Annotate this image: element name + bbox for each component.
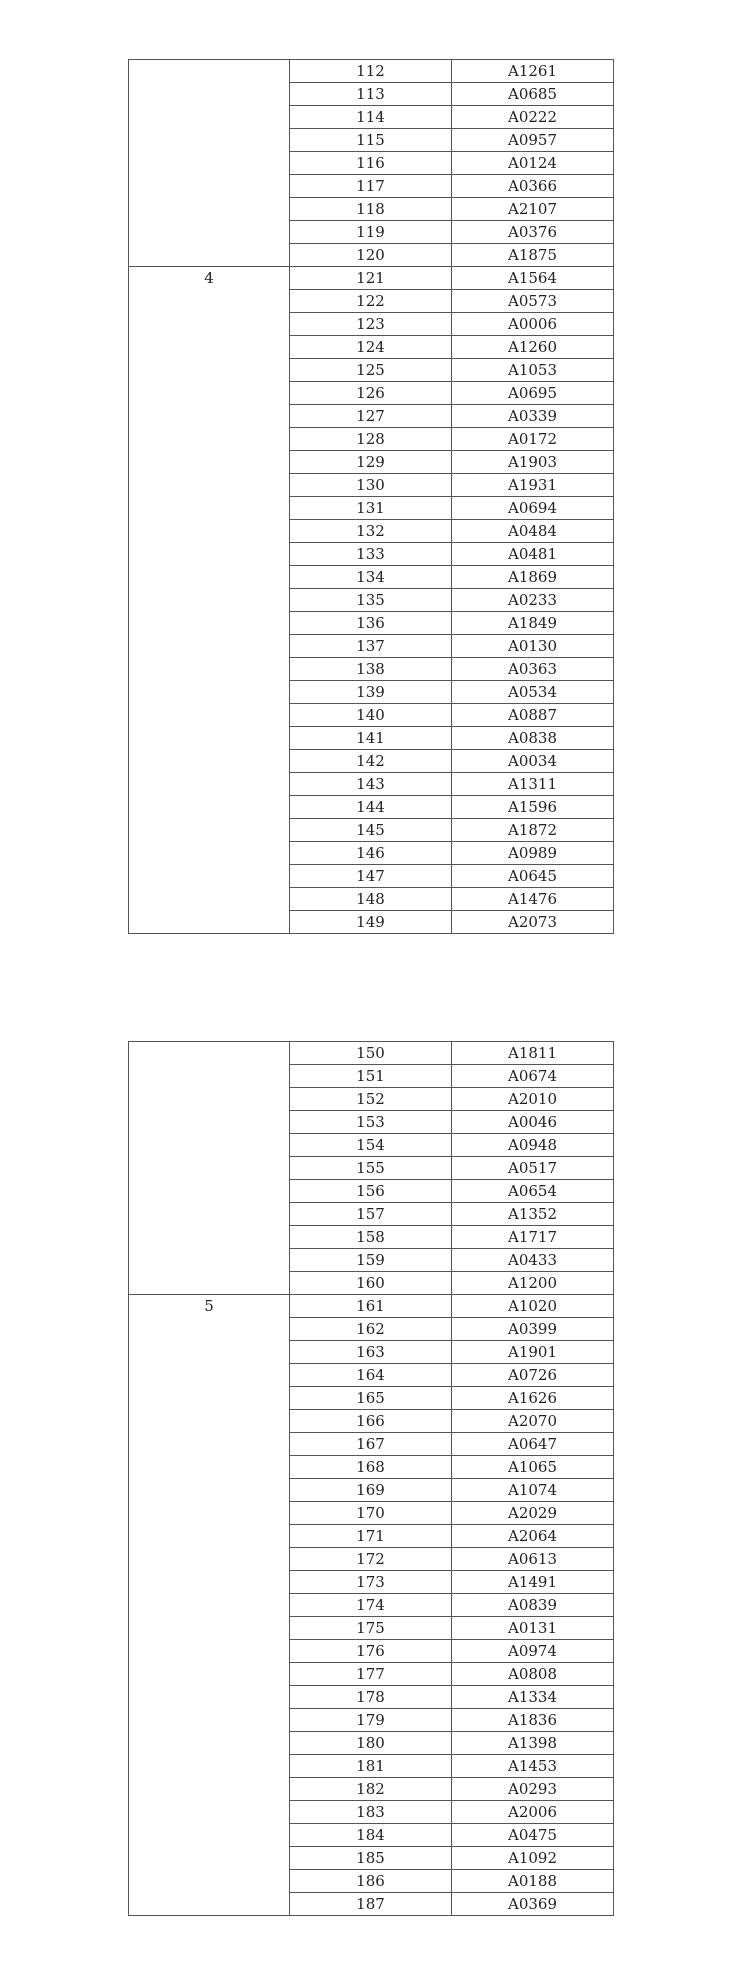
row-number-cell: 123: [290, 313, 452, 336]
code-cell: A0726: [452, 1364, 614, 1387]
code-cell: A0517: [452, 1157, 614, 1180]
row-number-cell: 159: [290, 1249, 452, 1272]
code-cell: A0433: [452, 1249, 614, 1272]
row-number-cell: 170: [290, 1502, 452, 1525]
row-number-cell: 167: [290, 1433, 452, 1456]
code-cell: A1872: [452, 819, 614, 842]
row-number-cell: 178: [290, 1686, 452, 1709]
row-number-cell: 126: [290, 382, 452, 405]
code-cell: A2029: [452, 1502, 614, 1525]
row-number-cell: 151: [290, 1065, 452, 1088]
code-cell: A0838: [452, 727, 614, 750]
data-table-2: [128, 1041, 614, 1916]
code-cell: A0376: [452, 221, 614, 244]
row-number-cell: 127: [290, 405, 452, 428]
code-cell: A0654: [452, 1180, 614, 1203]
row-number-cell: 180: [290, 1732, 452, 1755]
row-number-cell: 130: [290, 474, 452, 497]
code-cell: A1564: [452, 267, 614, 290]
row-number-cell: 141: [290, 727, 452, 750]
row-number-cell: 175: [290, 1617, 452, 1640]
code-cell: A0613: [452, 1548, 614, 1571]
group-label-cell: [129, 1042, 290, 1295]
code-cell: A1811: [452, 1042, 614, 1065]
code-cell: A0685: [452, 83, 614, 106]
code-cell: A0957: [452, 129, 614, 152]
row-number-cell: 179: [290, 1709, 452, 1732]
row-number-cell: 163: [290, 1341, 452, 1364]
code-cell: A0948: [452, 1134, 614, 1157]
code-cell: A0233: [452, 589, 614, 612]
code-cell: A0808: [452, 1663, 614, 1686]
code-cell: A1092: [452, 1847, 614, 1870]
row-number-cell: 182: [290, 1778, 452, 1801]
code-cell: A0887: [452, 704, 614, 727]
code-cell: A1074: [452, 1479, 614, 1502]
code-cell: A0366: [452, 175, 614, 198]
group-label-cell: [129, 60, 290, 267]
code-cell: A0694: [452, 497, 614, 520]
code-cell: A0130: [452, 635, 614, 658]
code-cell: A1901: [452, 1341, 614, 1364]
row-number-cell: 183: [290, 1801, 452, 1824]
code-cell: A1476: [452, 888, 614, 911]
row-number-cell: 154: [290, 1134, 452, 1157]
row-number-cell: 138: [290, 658, 452, 681]
code-cell: A0293: [452, 1778, 614, 1801]
row-number-cell: 152: [290, 1088, 452, 1111]
code-cell: A2070: [452, 1410, 614, 1433]
code-cell: A0399: [452, 1318, 614, 1341]
row-number-cell: 160: [290, 1272, 452, 1295]
code-cell: A2006: [452, 1801, 614, 1824]
code-cell: A2064: [452, 1525, 614, 1548]
row-number-cell: 113: [290, 83, 452, 106]
row-number-cell: 171: [290, 1525, 452, 1548]
code-cell: A1065: [452, 1456, 614, 1479]
code-cell: A0573: [452, 290, 614, 313]
code-cell: A0363: [452, 658, 614, 681]
row-number-cell: 124: [290, 336, 452, 359]
code-cell: A1836: [452, 1709, 614, 1732]
code-cell: A0034: [452, 750, 614, 773]
row-number-cell: 150: [290, 1042, 452, 1065]
row-number-cell: 158: [290, 1226, 452, 1249]
code-cell: A1717: [452, 1226, 614, 1249]
code-cell: A0006: [452, 313, 614, 336]
row-number-cell: 147: [290, 865, 452, 888]
row-number-cell: 136: [290, 612, 452, 635]
row-number-cell: 156: [290, 1180, 452, 1203]
code-cell: A1903: [452, 451, 614, 474]
code-cell: A0974: [452, 1640, 614, 1663]
row-number-cell: 132: [290, 520, 452, 543]
row-number-cell: 187: [290, 1893, 452, 1916]
table-body: [129, 60, 614, 934]
code-cell: A0839: [452, 1594, 614, 1617]
row-number-cell: 149: [290, 911, 452, 934]
table-body: [129, 1042, 614, 1916]
code-cell: A0674: [452, 1065, 614, 1088]
row-number-cell: 157: [290, 1203, 452, 1226]
code-cell: A1260: [452, 336, 614, 359]
data-table-1: [128, 59, 614, 934]
row-number-cell: 117: [290, 175, 452, 198]
row-number-cell: 155: [290, 1157, 452, 1180]
code-cell: A0124: [452, 152, 614, 175]
row-number-cell: 140: [290, 704, 452, 727]
code-cell: A1491: [452, 1571, 614, 1594]
row-number-cell: 143: [290, 773, 452, 796]
row-number-cell: 176: [290, 1640, 452, 1663]
row-number-cell: 134: [290, 566, 452, 589]
table-row: [129, 60, 614, 83]
row-number-cell: 121: [290, 267, 452, 290]
code-cell: A0695: [452, 382, 614, 405]
row-number-cell: 181: [290, 1755, 452, 1778]
row-number-cell: 137: [290, 635, 452, 658]
row-number-cell: 153: [290, 1111, 452, 1134]
code-cell: A1875: [452, 244, 614, 267]
row-number-cell: 174: [290, 1594, 452, 1617]
row-number-cell: 122: [290, 290, 452, 313]
code-cell: A1053: [452, 359, 614, 382]
row-number-cell: 173: [290, 1571, 452, 1594]
code-cell: A0222: [452, 106, 614, 129]
row-number-cell: 128: [290, 428, 452, 451]
code-cell: A1869: [452, 566, 614, 589]
row-number-cell: 120: [290, 244, 452, 267]
table-row: [129, 267, 614, 290]
code-cell: A1311: [452, 773, 614, 796]
code-cell: A0131: [452, 1617, 614, 1640]
row-number-cell: 145: [290, 819, 452, 842]
code-cell: A1931: [452, 474, 614, 497]
code-cell: A1020: [452, 1295, 614, 1318]
row-number-cell: 184: [290, 1824, 452, 1847]
row-number-cell: 185: [290, 1847, 452, 1870]
row-number-cell: 135: [290, 589, 452, 612]
row-number-cell: 112: [290, 60, 452, 83]
row-number-cell: 114: [290, 106, 452, 129]
row-number-cell: 166: [290, 1410, 452, 1433]
row-number-cell: 168: [290, 1456, 452, 1479]
row-number-cell: 115: [290, 129, 452, 152]
row-number-cell: 125: [290, 359, 452, 382]
group-label-cell: 5: [129, 1295, 290, 1916]
row-number-cell: 169: [290, 1479, 452, 1502]
table-row: [129, 1042, 614, 1065]
code-cell: A1596: [452, 796, 614, 819]
row-number-cell: 172: [290, 1548, 452, 1571]
row-number-cell: 161: [290, 1295, 452, 1318]
code-cell: A1398: [452, 1732, 614, 1755]
code-cell: A0645: [452, 865, 614, 888]
row-number-cell: 162: [290, 1318, 452, 1341]
code-cell: A1261: [452, 60, 614, 83]
code-cell: A1849: [452, 612, 614, 635]
row-number-cell: 118: [290, 198, 452, 221]
row-number-cell: 177: [290, 1663, 452, 1686]
code-cell: A0172: [452, 428, 614, 451]
table-row: [129, 1295, 614, 1318]
row-number-cell: 131: [290, 497, 452, 520]
code-cell: A0475: [452, 1824, 614, 1847]
code-cell: A0647: [452, 1433, 614, 1456]
row-number-cell: 146: [290, 842, 452, 865]
code-cell: A1334: [452, 1686, 614, 1709]
row-number-cell: 139: [290, 681, 452, 704]
code-cell: A1200: [452, 1272, 614, 1295]
row-number-cell: 129: [290, 451, 452, 474]
code-cell: A1352: [452, 1203, 614, 1226]
row-number-cell: 119: [290, 221, 452, 244]
row-number-cell: 186: [290, 1870, 452, 1893]
group-label-cell: 4: [129, 267, 290, 934]
row-number-cell: 165: [290, 1387, 452, 1410]
code-cell: A0481: [452, 543, 614, 566]
row-number-cell: 144: [290, 796, 452, 819]
code-cell: A2010: [452, 1088, 614, 1111]
row-number-cell: 142: [290, 750, 452, 773]
code-cell: A0369: [452, 1893, 614, 1916]
code-cell: A0046: [452, 1111, 614, 1134]
row-number-cell: 164: [290, 1364, 452, 1387]
row-number-cell: 148: [290, 888, 452, 911]
code-cell: A0534: [452, 681, 614, 704]
code-cell: A0339: [452, 405, 614, 428]
row-number-cell: 116: [290, 152, 452, 175]
code-cell: A2107: [452, 198, 614, 221]
code-cell: A2073: [452, 911, 614, 934]
code-cell: A0188: [452, 1870, 614, 1893]
code-cell: A1453: [452, 1755, 614, 1778]
code-cell: A1626: [452, 1387, 614, 1410]
row-number-cell: 133: [290, 543, 452, 566]
code-cell: A0484: [452, 520, 614, 543]
code-cell: A0989: [452, 842, 614, 865]
